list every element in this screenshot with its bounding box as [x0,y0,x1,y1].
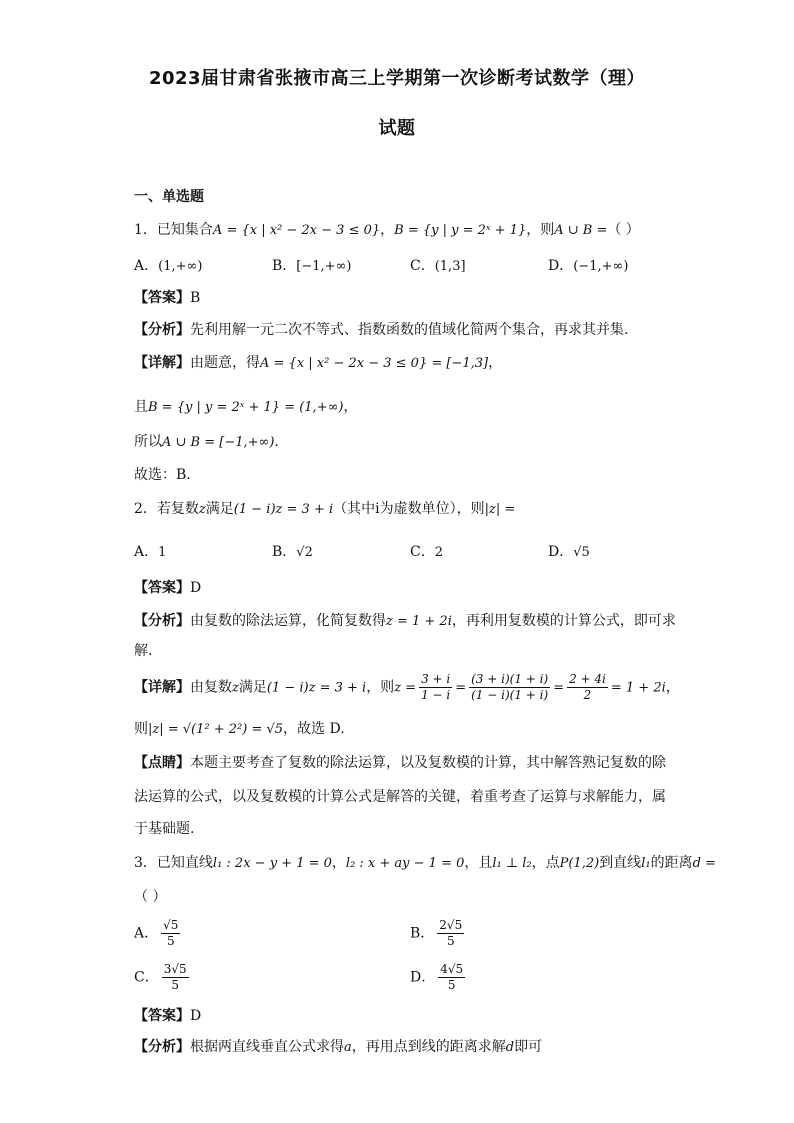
q2-detail: 【详解】由复数z满足(1 − i)z = 3 + i，则z = $\frac{3 + i}{1 - i}$ = $\frac{(3 + i)(1 + i)}{(1 - i)(1 + i)}$ = $\frac{2 + 4i}{2}$ = 1 + 2i， [134,672,680,702]
q2-option-c: C．2 [410,544,443,560]
q2-detail-line2: 则|z| = √(1² + 2²) = √5，故选 D. [134,721,345,737]
q2-comment-line2: 法运算的公式，以及复数模的计算公式是解答的关键，着重考查了运算与求解能力，属 [134,789,666,805]
q1-stem: 1．已知集合A = {x | x² − 2x − 3 ≤ 0}，B = {y | y = 2ˣ + 1}，则A ∪ B =（ ） [134,222,640,238]
q1-detail-line3: 所以A ∪ B = [−1,+∞). [134,434,279,450]
q1-choose: 故选：B. [134,467,191,483]
page-title-line2: 试题 [378,118,416,139]
q2-comment: 【点睛】本题主要考查了复数的除法运算，以及复数模的计算，其中解答熟记复数的除 [134,755,666,771]
q2-stem: 2．若复数z满足(1 − i)z = 3 + i（其中i为虚数单位），则|z| = [134,501,516,517]
q3-option-b: B． $\frac{2√5}{5}$ [410,918,463,948]
q1-option-a: A．(1,+∞) [134,258,203,274]
q2-comment-line3: 于基础题. [134,821,195,837]
q2-option-a: A．1 [134,544,167,560]
q1-set-b: B = {y | y = 2ˣ + 1} [394,223,527,238]
q3-option-c: C． $\frac{3√5}{5}$ [134,962,187,992]
fraction: $\frac{(3 + i)(1 + i)}{(1 - i)(1 + i)}$ [471,672,549,702]
fraction: $\frac{4√5}{5}$ [440,962,464,992]
q3-paren: （ ） [134,889,167,905]
q1-detail: 【详解】由题意，得A = {x | x² − 2x − 3 ≤ 0} = [−1,3]， [134,355,503,371]
q1-set-a: A = {x | x² − 2x − 3 ≤ 0} [212,223,381,238]
q2-answer: 【答案】D [134,580,202,596]
q3-option-d: D． $\frac{4√5}{5}$ [410,962,464,992]
fraction: $\frac{2√5}{5}$ [439,918,463,948]
q1-option-d: D．(−1,+∞) [548,258,629,274]
q2-analysis: 【分析】由复数的除法运算，化简复数得z = 1 + 2i，再利用复数模的计算公式，即可求 [134,613,676,629]
section-heading: 一、单选题 [134,189,204,205]
q2-option-d: D．√5 [548,544,590,560]
fraction: $\frac{3 + i}{1 - i}$ [421,672,451,702]
q3-answer: 【答案】D [134,1008,202,1024]
q2-option-b: B．√2 [272,544,313,560]
fraction: $\frac{3√5}{5}$ [163,962,187,992]
q3-analysis: 【分析】根据两直线垂直公式求得a，再用点到线的距离求解d即可 [134,1039,543,1055]
q1-option-b: B．[−1,+∞) [272,258,352,274]
q3-stem: 3．已知直线l₁ : 2x − y + 1 = 0，l₂ : x + ay − 1 = 0，且l₁ ⊥ l₂，点P(1,2)到直线l₁的距离d = [134,855,716,871]
q1-detail-line2: 且B = {y | y = 2ˣ + 1} = (1,+∞)， [134,399,358,415]
q1-answer: 【答案】B [134,290,201,306]
q1-expr: A ∪ B = [554,223,608,238]
q3-option-a: A． $\frac{√5}{5}$ [134,918,179,948]
fraction: $\frac{√5}{5}$ [163,918,179,948]
q1-analysis: 【分析】先利用解一元二次不等式、指数函数的值域化简两个集合，再求其并集. [134,322,629,338]
q1-option-c: C．(1,3] [410,258,466,274]
fraction: $\frac{2 + 4i}{2}$ [569,672,606,702]
page-title: 2023届甘肃省张掖市高三上学期第一次诊断考试数学（理） [148,68,646,89]
q2-analysis-line2: 解. [134,643,153,659]
